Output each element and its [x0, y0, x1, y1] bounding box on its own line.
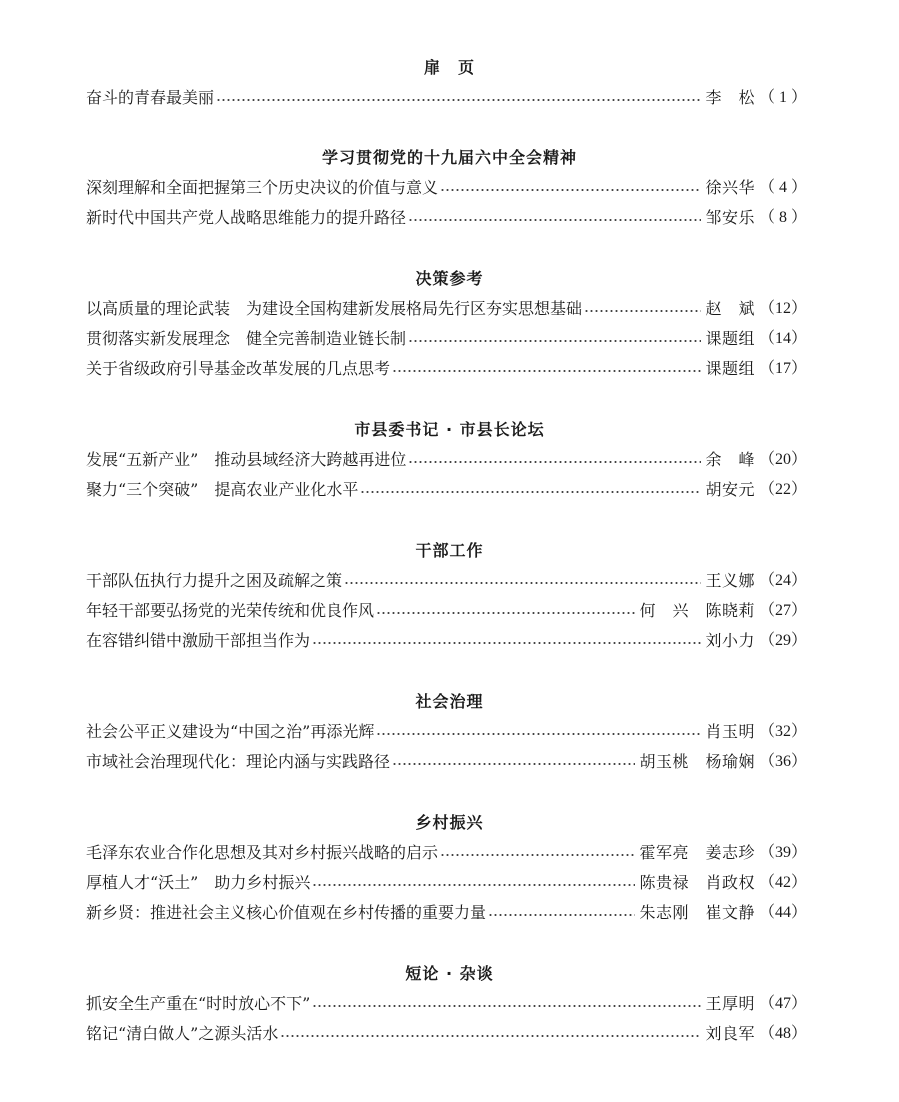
toc-entry[interactable] [86, 898, 807, 928]
toc-entry[interactable] [86, 203, 807, 233]
entry-title[interactable]: 新乡贤：推进社会主义核心价值观在乡村传播的重要力量 [86, 903, 487, 922]
toc-entry[interactable] [86, 989, 807, 1019]
toc-entry[interactable] [86, 475, 807, 505]
entry-author: 霍军亮 姜志珍 [639, 843, 755, 862]
entry-title[interactable]: 抓安全生产重在“时时放心不下” [86, 994, 311, 1013]
dot-leader [280, 1035, 701, 1037]
toc-entry[interactable] [86, 324, 807, 354]
dot-leader [376, 733, 701, 735]
dot-leader [216, 99, 701, 101]
entry-author: 胡玉桃 杨瑜娴 [639, 752, 755, 771]
entry-title[interactable]: 干部队伍执行力提升之困及疏解之策 [86, 571, 343, 590]
entry-page: （ 8 ） [758, 209, 807, 226]
entry-title[interactable]: 在容错纠错中激励干部担当作为 [86, 631, 311, 650]
entry-title[interactable]: 以高质量的理论武装 为建设全国构建新发展格局先行区夯实思想基础 [86, 299, 583, 318]
dot-leader [408, 340, 701, 342]
entry-page: （39） [758, 844, 807, 861]
section-title: 社会治理 [415, 692, 484, 711]
entry-page: （48） [758, 1025, 807, 1042]
dot-leader [392, 763, 635, 765]
entry-page: （32） [758, 723, 807, 740]
toc-entry[interactable] [86, 838, 807, 868]
toc-entry[interactable] [86, 747, 807, 777]
entry-page: （ 1 ） [758, 89, 807, 106]
dot-leader [312, 884, 635, 886]
entry-page: （29） [758, 632, 807, 649]
entry-page: （44） [758, 904, 807, 921]
section-title: 扉 页 [423, 58, 475, 77]
toc-entry[interactable] [86, 868, 807, 898]
dot-leader [376, 612, 635, 614]
dot-leader [488, 914, 635, 916]
dot-leader [440, 189, 701, 191]
entry-page: （24） [758, 572, 807, 589]
entry-page: （12） [758, 300, 807, 317]
dot-leader [408, 219, 701, 221]
entry-title[interactable]: 市域社会治理现代化：理论内涵与实践路径 [86, 752, 391, 771]
entry-author: 陈贵禄 肖政权 [639, 873, 755, 892]
entry-title[interactable]: 聚力“三个突破” 提高农业产业化水平 [86, 480, 359, 499]
entry-author: 朱志刚 崔文静 [639, 903, 755, 922]
section-title: 乡村振兴 [415, 813, 484, 832]
entry-title[interactable]: 社会公平正义建设为“中国之治”再添光辉 [86, 722, 375, 741]
section-title: 短论 · 杂谈 [405, 964, 494, 983]
dot-leader [312, 642, 701, 644]
entry-title[interactable]: 贯彻落实新发展理念 健全完善制造业链长制 [86, 329, 407, 348]
entry-title[interactable]: 新时代中国共产党人战略思维能力的提升路径 [86, 208, 407, 227]
entry-author: 肖玉明 [705, 722, 755, 741]
dot-leader [440, 854, 635, 856]
entry-page: （27） [758, 602, 807, 619]
section-title: 市县委书记 · 市县长论坛 [354, 420, 545, 439]
section-title: 决策参考 [415, 269, 484, 288]
toc-entry[interactable] [86, 294, 807, 324]
entry-author: 刘良军 [705, 1024, 755, 1043]
dot-leader [344, 582, 701, 584]
entry-page: （17） [758, 360, 807, 377]
entry-page: （42） [758, 874, 807, 891]
entry-page: （47） [758, 995, 807, 1012]
entry-author: 徐兴华 [705, 178, 755, 197]
toc-entry[interactable] [86, 566, 807, 596]
entry-author: 刘小力 [705, 631, 755, 650]
entry-author: 邹安乐 [705, 208, 755, 227]
toc-entry[interactable] [86, 354, 807, 384]
entry-author: 胡安元 [705, 480, 755, 499]
entry-page: （20） [758, 451, 807, 468]
entry-title[interactable]: 奋斗的青春最美丽 [86, 88, 215, 107]
section-title: 学习贯彻党的十九届六中全会精神 [321, 148, 577, 167]
dot-leader [312, 1005, 701, 1007]
toc-entry[interactable] [86, 83, 807, 113]
toc-entry[interactable] [86, 1019, 807, 1049]
dot-leader [408, 461, 701, 463]
entry-author: 何 兴 陈晓莉 [639, 601, 755, 620]
dot-leader [584, 310, 701, 312]
section-title: 干部工作 [415, 541, 484, 560]
entry-title[interactable]: 深刻理解和全面把握第三个历史决议的价值与意义 [86, 178, 439, 197]
toc-entry[interactable] [86, 173, 807, 203]
toc-entry[interactable] [86, 626, 807, 656]
dot-leader [360, 491, 701, 493]
entry-page: （ 4 ） [758, 179, 807, 196]
entry-title[interactable]: 铭记“清白做人”之源头活水 [86, 1024, 279, 1043]
entry-title[interactable]: 厚植人才“沃土” 助力乡村振兴 [86, 873, 311, 892]
entry-author: 李 松 [705, 88, 755, 107]
entry-title[interactable]: 发展“五新产业” 推动县域经济大跨越再进位 [86, 450, 407, 469]
entry-title[interactable]: 关于省级政府引导基金改革发展的几点思考 [86, 359, 391, 378]
entry-page: （22） [758, 481, 807, 498]
entry-author: 王义娜 [705, 571, 755, 590]
entry-author: 课题组 [705, 359, 755, 378]
entry-title[interactable]: 毛泽东农业合作化思想及其对乡村振兴战略的启示 [86, 843, 439, 862]
toc-entry[interactable] [86, 596, 807, 626]
entry-author: 赵 斌 [705, 299, 755, 318]
entry-author: 余 峰 [705, 450, 755, 469]
entry-author: 王厚明 [705, 994, 755, 1013]
toc-entry[interactable] [86, 717, 807, 747]
entry-author: 课题组 [705, 329, 755, 348]
entry-title[interactable]: 年轻干部要弘扬党的光荣传统和优良作风 [86, 601, 375, 620]
dot-leader [392, 370, 701, 372]
entry-page: （36） [758, 753, 807, 770]
toc-entry[interactable] [86, 445, 807, 475]
entry-page: （14） [758, 330, 807, 347]
